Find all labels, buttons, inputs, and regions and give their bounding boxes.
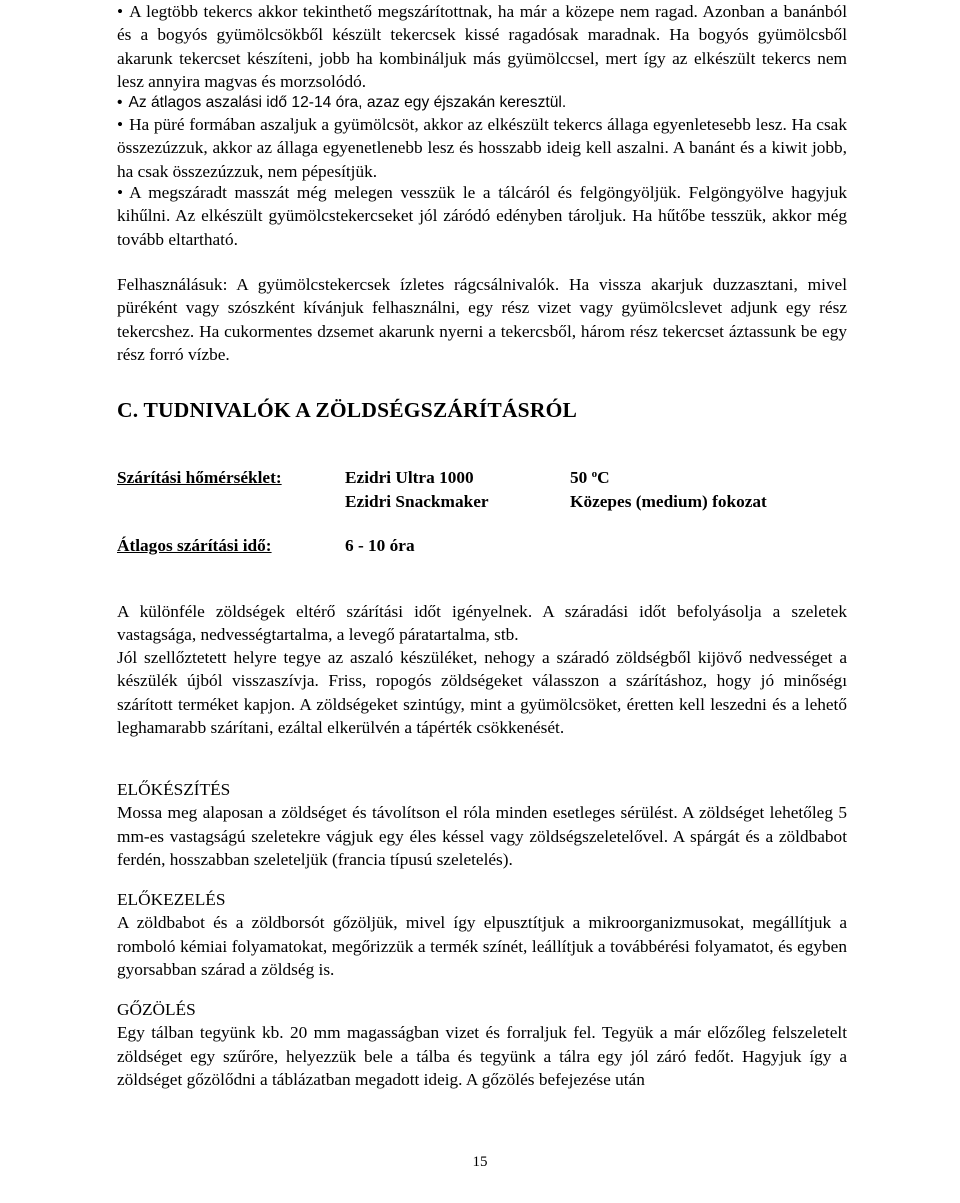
bullet-text: Az átlagos aszalási idő 12-14 óra, azaz egy éjszakán keresztül. xyxy=(128,94,567,111)
section-text: A zöldbabot és a zöldborsót gőzöljük, mivel így elpusztítjuk a mikroorganizmusokat, megállítjuk a romboló kémiai folyamatokat, megőrizzük a termék színét, leállítjuk a továbbérési folyamatot, és egyben gyorsabban szárad a zöldség is. xyxy=(117,913,847,979)
temperature-unit: C xyxy=(597,468,610,487)
section-preparation xyxy=(117,778,847,871)
section-pretreatment xyxy=(117,888,847,981)
device-1-name: Ezidri Ultra 1000 xyxy=(345,468,474,487)
bullet-item-4 xyxy=(117,181,847,251)
bullet-icon: • xyxy=(117,183,124,202)
usage-paragraph: Felhasználásuk: A gyümölcstekercsek ízletes rágcsálnivalók. Ha vissza akarjuk duzzasztani, mivel püréként vagy szószként kívánjuk felhasználni, egy rész vizet vagy gyümölcslevet adjunk egy rész tekercshez. Ha cukormentes dzsemet akarunk nyerni a tekercsből, három rész tekercset áztassunk be egy rész forró vízbe. xyxy=(117,275,847,364)
device-1-setting xyxy=(570,468,610,488)
section-text: Mossa meg alaposan a zöldséget és távolítson el róla minden esetleges sérülést. A zöldséget lehetőleg 5 mm-es vastagságú szeletekre vágjuk egy éles késsel vagy zöldségszeletelővel. A spárgát és a zöldbabot ferdén, hosszabban szeleteljük (francia típusú szeletelés). xyxy=(117,803,847,869)
intro-paragraph-2: Jól szellőztetett helyre tegye az aszaló készüléket, nehogy a száradó zöldségből kijövő nedvességet a készülék újból visszaszívja. Friss, ropogós zöldségeket válasszon a szárításhoz, hogy jó minőségı szárított terméket kapjon. A zöldségeket szintúgy, mint a gyümölcsöket, éretten kell leszedni és a lehető leghamarabb szárítani, ezáltal elkerülvén a tápérték csökkenését. xyxy=(117,648,847,737)
section-title: C. TUDNIVALÓK A ZÖLDSÉGSZÁRÍTÁSRÓL xyxy=(117,398,578,422)
bullet-icon: • xyxy=(117,2,124,21)
device-2-setting: Közepes (medium) fokozat xyxy=(570,492,767,511)
bullet-icon: • xyxy=(117,94,123,111)
section-text: Egy tálban tegyünk kb. 20 mm magasságban vizet és forraljuk fel. Tegyük a már előzőleg felszeletelt zöldséget egy szűrőre, helyezzük bele a tálba és tegyünk a tálra egy jól záró fedőt. Hagyjuk így a zöldséget gőzölődni a táblázatban megadott ideig. A gőzölés befejezése után xyxy=(117,1023,847,1089)
section-heading: GŐZÖLÉS xyxy=(117,1000,196,1019)
bullet-text: A megszáradt masszát még melegen vesszük le a tálcáról és felgöngyöljük. Felgöngyölve hagyjuk kihűlni. Az elkészült gyümölcstekercseket jól záródó edényben tároljuk. Ha hűtőbe tesszük, akkor még tovább eltartható. xyxy=(117,183,847,249)
section-heading: ELŐKEZELÉS xyxy=(117,890,226,909)
device-2-name: Ezidri Snackmaker xyxy=(345,492,489,511)
bullet-icon: • xyxy=(117,115,124,134)
bullet-item-3 xyxy=(117,113,847,183)
drying-time-label: Átlagos szárítási idő: xyxy=(117,536,272,555)
page-number: 15 xyxy=(472,1154,488,1170)
degree-sign: o xyxy=(591,468,598,480)
section-heading: ELŐKÉSZÍTÉS xyxy=(117,780,231,799)
bullet-text: A legtöbb tekercs akkor tekinthető megszárítottnak, ha már a közepe nem ragad. Azonban a banánból és a bogyós gyümölcsökből készült tekercsek kissé ragadósak maradnak. Ha bogyós gyümölcsből akarunk tekercset készíteni, jobb ha kombináljuk más gyümölccsel, mert így az elkészült tekercs nem lesz annyira magvas és morzsolódó. xyxy=(117,2,847,91)
section-steaming xyxy=(117,998,847,1091)
intro-paragraph-1: A különféle zöldségek eltérő szárítási időt igényelnek. A száradási időt befolyásolja a szeletek vastagsága, nedvességtartalma, a levegő páratartalma, stb. xyxy=(117,602,847,645)
drying-time-value: 6 - 10 óra xyxy=(345,536,415,555)
temperature-value: 50 xyxy=(570,468,588,487)
bullet-item-1 xyxy=(117,0,847,93)
bullet-text: Ha püré formában aszaljuk a gyümölcsöt, akkor az elkészült tekercs állaga egyenletesebb lesz. Ha csak összezúzzuk, akkor az állaga egyenetlenebb lesz és hosszabb ideig kell aszalni. A banánt és a kiwit jobb, ha csak összezúzzuk, nem pépesítjük. xyxy=(117,115,847,181)
bullet-item-2 xyxy=(117,91,847,114)
temperature-label: Szárítási hőmérséklet: xyxy=(117,468,282,487)
